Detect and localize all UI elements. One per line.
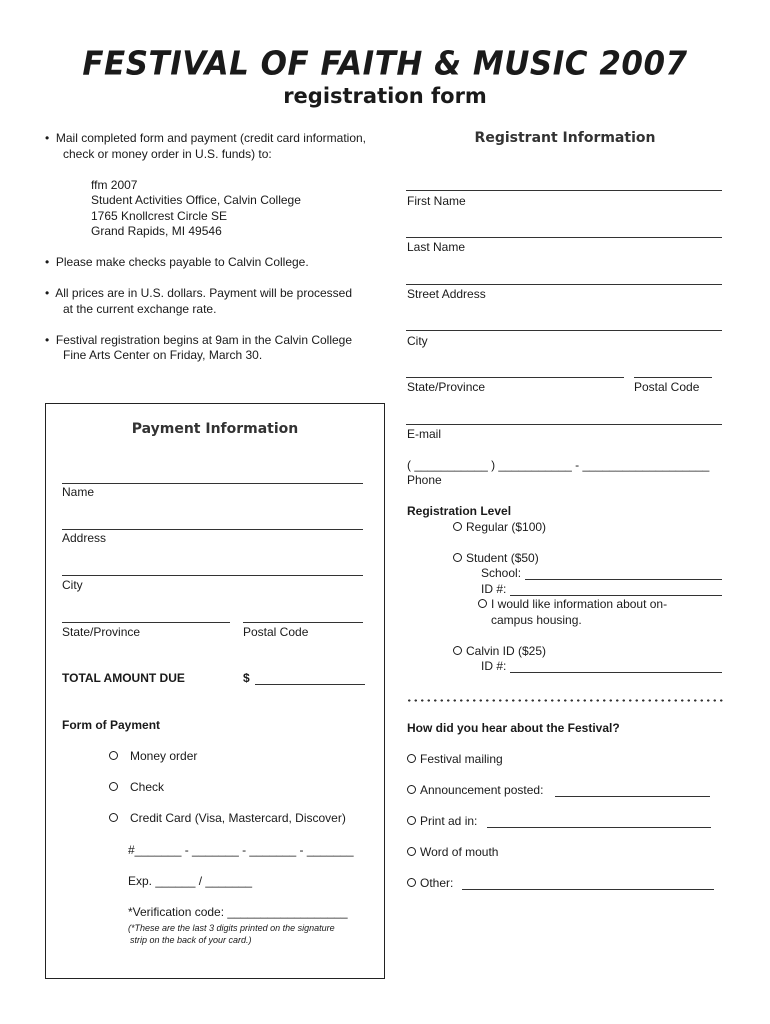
verification-note-line2: strip on the back of your card.) [130,935,252,945]
hear-option-label: Word of mouth [420,845,499,859]
postal-code-label: Postal Code [634,380,700,394]
total-dollar-sign: $ [243,671,250,685]
payment-postal-field[interactable] [243,622,363,623]
verification-code-field[interactable]: *Verification code: __________________ [128,905,348,919]
page-subtitle: registration form [283,84,487,108]
street-address-field[interactable] [406,284,722,285]
state-field[interactable] [406,377,624,378]
payment-box [45,403,385,979]
state-label: State/Province [407,380,486,394]
radio-circle-icon [407,847,416,856]
page-title: FESTIVAL OF FAITH & MUSIC 2007 [82,45,688,83]
instruction-prices-line2: at the current exchange rate. [63,302,217,316]
radio-circle-icon [453,553,462,562]
hear-option-label: Other: [420,876,454,890]
level-option-label: Student ($50) [466,551,539,565]
other-field[interactable] [462,889,714,890]
hear-option-label: Announcement posted: [420,783,544,797]
housing-option[interactable] [478,597,667,613]
hear-option-print-ad[interactable] [407,814,477,830]
calvin-id-field[interactable] [510,672,722,673]
level-option-student[interactable] [453,551,539,567]
instruction-prices: • All prices are in U.S. dollars. Payment will be processed [45,286,353,300]
city-label: City [407,334,428,348]
radio-circle-icon [109,751,118,760]
payment-option-label: Credit Card (Visa, Mastercard, Discover) [130,811,346,825]
level-option-regular[interactable] [453,520,546,536]
hear-option-word-of-mouth[interactable] [407,845,498,861]
instruction-checks: • Please make checks payable to Calvin College. [45,255,309,269]
level-option-calvin[interactable] [453,644,546,660]
radio-circle-icon [407,878,416,887]
form-of-payment-heading: Form of Payment [62,718,161,732]
phone-label: Phone [407,473,442,487]
last-name-label: Last Name [407,240,466,254]
first-name-field[interactable] [406,190,722,191]
payment-heading: Payment Information [131,421,299,437]
card-expiration-field[interactable]: Exp. ______ / _______ [128,874,253,888]
instruction-mail-line2: check or money order in U.S. funds) to: [63,147,272,161]
school-label: School: [481,566,522,580]
city-field[interactable] [406,330,722,331]
registration-level-heading: Registration Level [407,504,512,518]
hear-option-label: Festival mailing [420,752,503,766]
instruction-begins-line1: Festival registration begins at 9am in the Calvin College [55,333,353,347]
instruction-checks-text: Please make checks payable to Calvin College. [55,255,309,269]
payment-name-label: Name [62,485,95,499]
hear-option-mailing[interactable] [407,752,503,768]
school-field[interactable] [525,579,722,580]
verification-note-line1: (*These are the last 3 digits printed on the signature [128,923,335,933]
level-option-label: Regular ($100) [466,520,547,534]
first-name-label: First Name [407,194,466,208]
address-line: Grand Rapids, MI 49546 [91,224,222,238]
student-id-field[interactable] [510,595,722,596]
payment-address-field[interactable] [62,529,363,530]
payment-state-field[interactable] [62,622,230,623]
radio-circle-icon [478,599,487,608]
payment-state-label: State/Province [62,625,141,639]
print-ad-field[interactable] [487,827,711,828]
calvin-id-label: ID #: [481,659,507,673]
street-address-label: Street Address [407,287,486,301]
radio-circle-icon [453,646,462,655]
radio-circle-icon [407,816,416,825]
level-option-label: Calvin ID ($25) [466,644,547,658]
instruction-mail: • Mail completed form and payment (credit card information, [45,131,367,145]
address-line: ffm 2007 [91,178,138,192]
registrant-heading: Registrant Information [474,130,656,146]
radio-circle-icon [109,782,118,791]
announcement-field[interactable] [555,796,710,797]
address-line: 1765 Knollcrest Circle SE [91,209,228,223]
radio-circle-icon [453,522,462,531]
payment-postal-label: Postal Code [243,625,309,639]
email-field[interactable] [406,424,722,425]
last-name-field[interactable] [406,237,722,238]
payment-address-label: Address [62,531,107,545]
housing-line1: I would like information about on- [491,597,668,611]
address-line: Student Activities Office, Calvin College [91,193,301,207]
instruction-mail-line1: Mail completed form and payment (credit card information, [55,131,367,145]
instruction-begins-line2: Fine Arts Center on Friday, March 30. [63,348,263,362]
hear-question: How did you hear about the Festival? [407,721,620,735]
dotted-divider [406,699,726,702]
payment-city-field[interactable] [62,575,363,576]
instruction-begins: • Festival registration begins at 9am in the Calvin College [45,333,353,347]
payment-city-label: City [62,578,83,592]
card-number-field[interactable]: #_______ - _______ - _______ - _______ [128,843,354,857]
payment-option-credit-card[interactable] [109,811,346,827]
hear-option-other[interactable] [407,876,453,892]
hear-option-announcement[interactable] [407,783,543,799]
instruction-prices-line1: All prices are in U.S. dollars. Payment will be processed [55,286,353,300]
radio-circle-icon [109,813,118,822]
student-id-label: ID #: [481,582,507,596]
phone-field[interactable]: ( ___________ ) ___________ - ___________________ [407,458,710,472]
total-amount-label: TOTAL AMOUNT DUE [62,671,185,685]
email-label: E-mail [407,427,442,441]
radio-circle-icon [407,785,416,794]
payment-option-label: Check [130,780,165,794]
radio-circle-icon [407,754,416,763]
hear-option-label: Print ad in: [420,814,478,828]
payment-option-money-order[interactable] [109,749,197,765]
postal-code-field[interactable] [634,377,712,378]
total-amount-field[interactable] [255,684,365,685]
payment-option-label: Money order [130,749,198,763]
payment-option-check[interactable] [109,780,164,796]
payment-name-field[interactable] [62,483,363,484]
housing-line2: campus housing. [491,613,582,627]
